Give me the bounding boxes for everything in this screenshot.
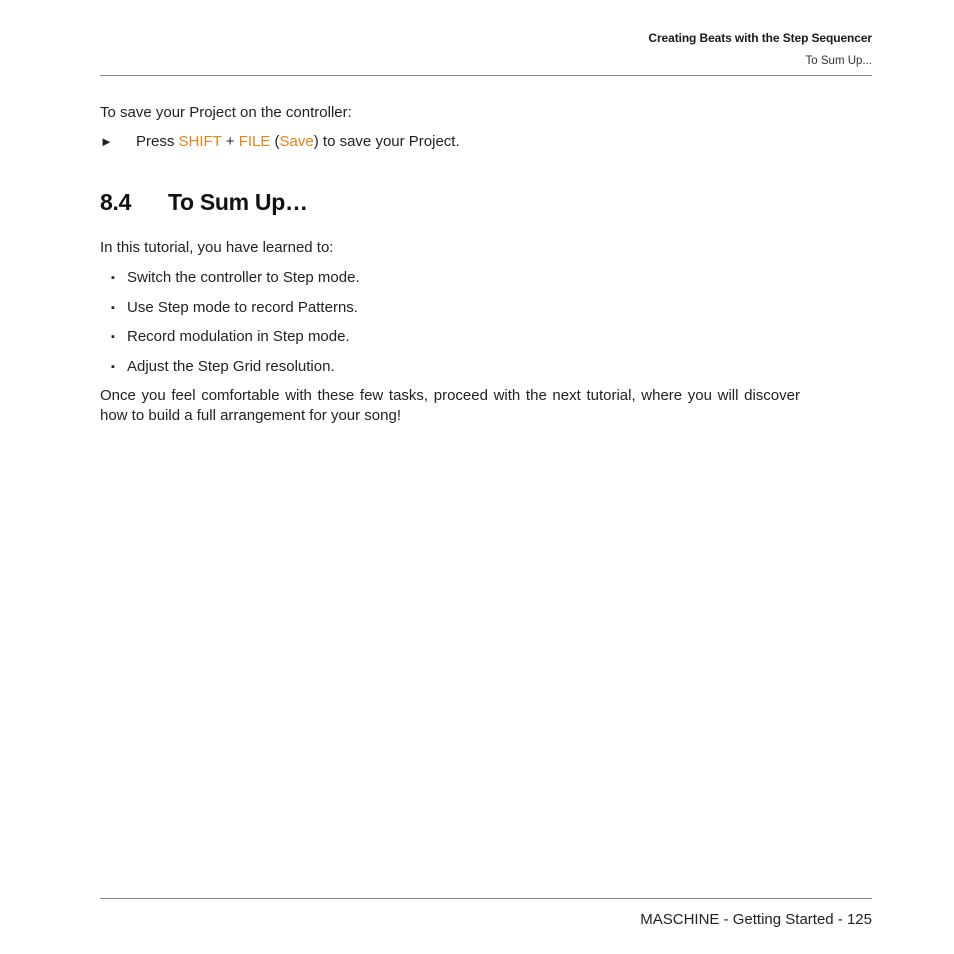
page-footer: MASCHINE - Getting Started - 125 xyxy=(640,911,872,928)
list-item xyxy=(100,327,360,357)
instruction-suffix: ) to save your Project. xyxy=(313,133,460,150)
instruction-prefix: Press xyxy=(136,133,179,150)
list-item-text: Switch the controller to Step mode. xyxy=(127,269,360,286)
section-title: To Sum Up… xyxy=(168,189,308,215)
list-item xyxy=(100,357,360,387)
list-item-text: Use Step mode to record Patterns. xyxy=(127,298,358,316)
closing-paragraph: Once you feel comfortable with these few tasks, proceed with the next tutorial, where you will discover how to build a full arrangement for your song! xyxy=(100,387,800,424)
save-instruction xyxy=(100,132,460,152)
list-item-text: Adjust the Step Grid resolution. xyxy=(127,357,335,375)
save-intro-text: To save your Project on the controller: xyxy=(100,104,352,121)
bullet-icon: ▪ xyxy=(111,301,115,314)
section-number: 8.4 xyxy=(100,189,132,215)
shift-key-label: SHIFT xyxy=(178,133,222,150)
learned-list xyxy=(100,268,360,386)
list-item xyxy=(100,268,360,298)
section-heading xyxy=(100,189,308,216)
bullet-icon: ▪ xyxy=(111,360,115,373)
header-divider xyxy=(100,75,872,76)
instruction-plus: + xyxy=(221,133,239,150)
arrow-right-icon: ► xyxy=(100,134,113,149)
running-header-section: To Sum Up... xyxy=(805,55,872,67)
instruction-paren-open: ( xyxy=(270,133,280,150)
tutorial-intro-text: In this tutorial, you have learned to: xyxy=(100,239,334,256)
bullet-icon: ▪ xyxy=(111,272,115,284)
list-item xyxy=(100,298,360,328)
list-item-text: Record modulation in Step mode. xyxy=(127,328,350,345)
running-header-chapter: Creating Beats with the Step Sequencer xyxy=(648,31,872,45)
save-key-label: Save xyxy=(279,133,314,150)
bullet-icon: ▪ xyxy=(111,331,115,343)
file-key-label: FILE xyxy=(238,133,271,150)
footer-divider xyxy=(100,898,872,899)
